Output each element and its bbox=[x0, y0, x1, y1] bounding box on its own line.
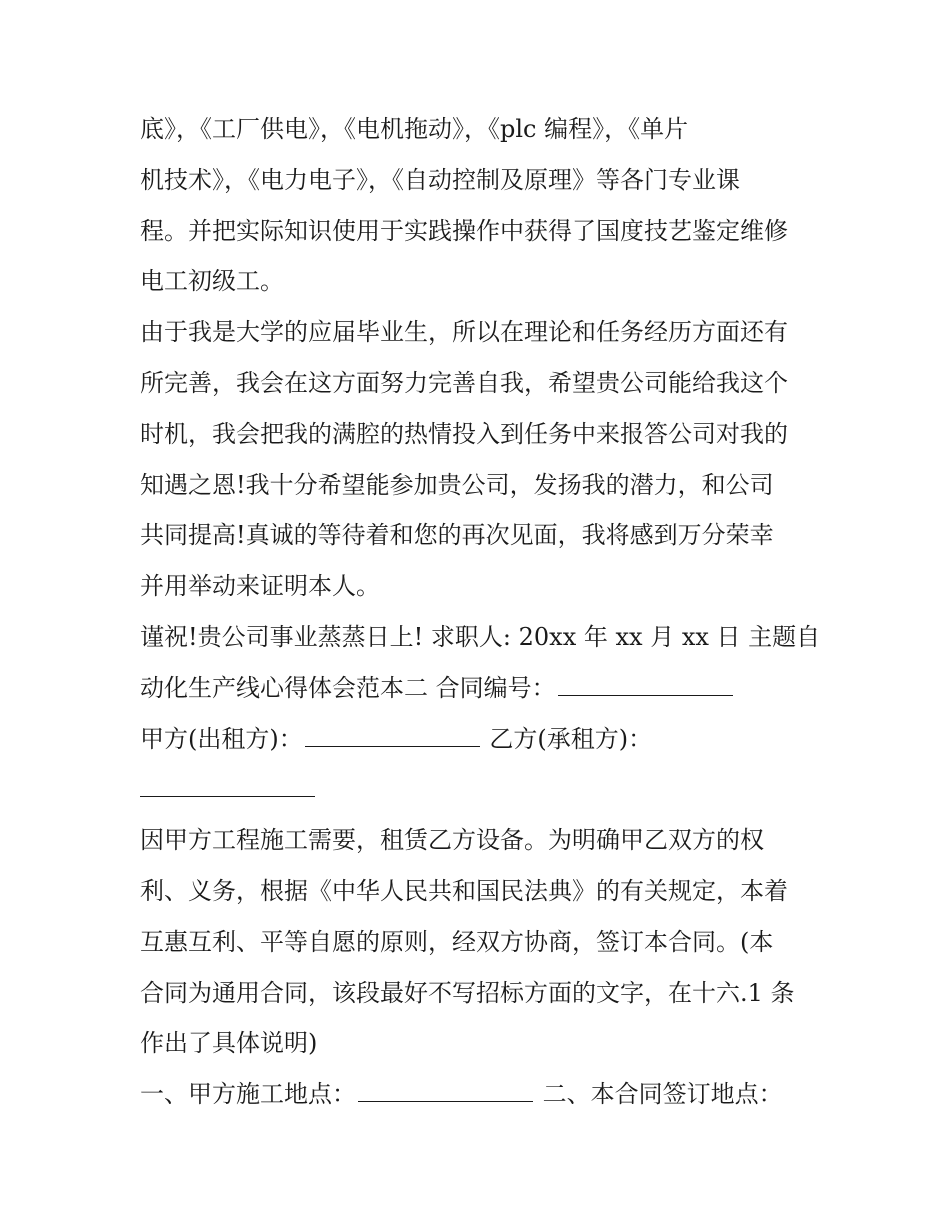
text-line: 合同为通用合同，该段最好不写招标方面的文字，在十六.1 条 bbox=[140, 978, 795, 1007]
contract-number-label: 动化生产线心得体会范本二 合同编号： bbox=[140, 673, 556, 702]
text-line: 电工初级工。 bbox=[140, 267, 284, 296]
text-line: 共同提高!真诚的等待着和您的再次见面，我将感到万分荣幸 bbox=[140, 521, 774, 550]
document-body bbox=[140, 104, 820, 1120]
contract-number-blank bbox=[558, 673, 733, 696]
parties-line bbox=[140, 714, 820, 765]
party-a-blank bbox=[305, 724, 480, 747]
text-line: 所完善，我会在这方面努力完善自我，希望贵公司能给我这个 bbox=[140, 368, 788, 397]
contract-number-line bbox=[140, 663, 820, 714]
text-line: 因甲方工程施工需要，租赁乙方设备。为明确甲乙双方的权 bbox=[140, 826, 764, 855]
sign-place-label: 二、本合同签订地点： bbox=[542, 1080, 783, 1109]
text-line: 时机，我会把我的满腔的热情投入到任务中来报答公司对我的 bbox=[140, 419, 788, 448]
text-line: 利、义务，根据《中华人民共和国民法典》的有关规定，本着 bbox=[140, 876, 788, 905]
site-line bbox=[140, 1069, 820, 1120]
text-line: 知遇之恩!我十分希望能参加贵公司，发扬我的潜力，和公司 bbox=[140, 470, 774, 499]
text-line: 由于我是大学的应届毕业生，所以在理论和任务经历方面还有 bbox=[140, 318, 788, 347]
site-blank bbox=[358, 1079, 533, 1102]
text-line: 并用举动来证明本人。 bbox=[140, 572, 380, 601]
text-line: 底》，《工厂供电》，《电机拖动》，《plc 编程》，《单片 bbox=[140, 115, 689, 143]
text-line: 互惠互利、平等自愿的原则，经双方协商，签订本合同。(本 bbox=[140, 927, 774, 956]
party-a-label: 甲方(出租方)： bbox=[140, 724, 303, 753]
text-line: 作出了具体说明) bbox=[140, 1029, 318, 1058]
party-b-blank-line bbox=[140, 764, 820, 815]
site-label: 一、甲方施工地点： bbox=[140, 1080, 356, 1109]
text-line: 程。并把实际知识使用于实践操作中获得了国度技艺鉴定维修 bbox=[140, 216, 788, 245]
text-line: 谨祝!贵公司事业蒸蒸日上! 求职人: 20xx 年 xx 月 xx 日 主题自 bbox=[140, 622, 821, 651]
party-b-label: 乙方(承租方)： bbox=[489, 724, 653, 753]
text-line: 机技术》，《电力电子》，《自动控制及原理》等各门专业课 bbox=[140, 165, 740, 194]
party-b-blank bbox=[140, 774, 315, 797]
